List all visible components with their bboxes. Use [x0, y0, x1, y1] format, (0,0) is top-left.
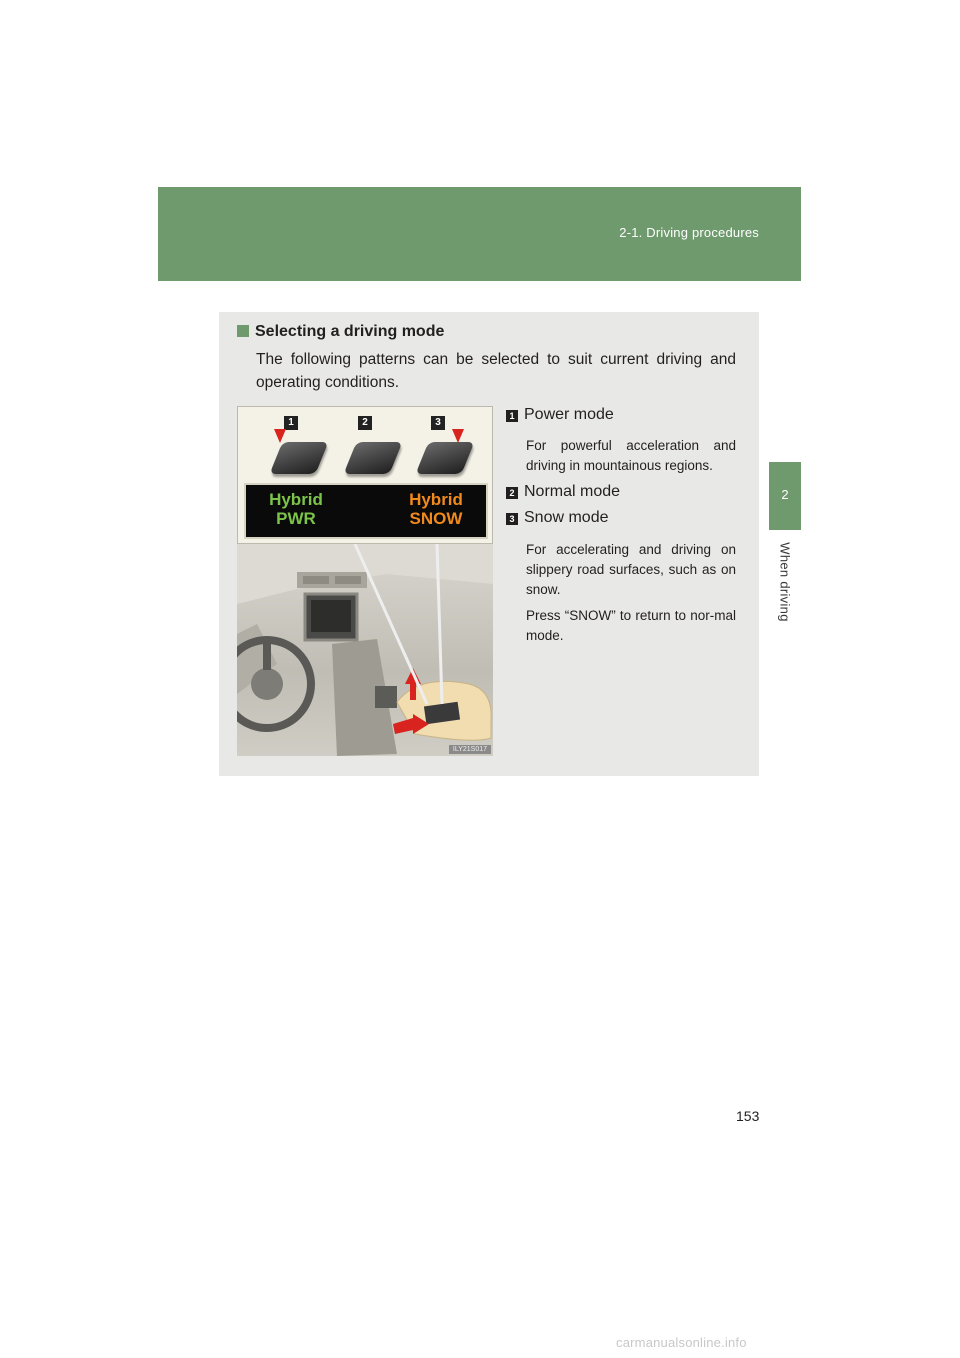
mode-desc-power: For powerful acceleration and driving in mountainous regions.	[526, 438, 736, 473]
mode-title-snow: Snow mode	[524, 509, 609, 526]
mode-number-1: 1	[506, 410, 518, 422]
car-interior-drawing	[237, 544, 493, 756]
power-switch-icon	[270, 442, 329, 474]
snow-switch-icon	[416, 442, 475, 474]
chapter-number: 2	[781, 487, 789, 502]
mode-display	[244, 483, 488, 539]
illustration-number-3: 3	[431, 416, 445, 430]
neutral-switch-icon	[344, 442, 403, 474]
mode-title-power: Power mode	[524, 406, 614, 423]
box-heading-text: Selecting a driving mode	[255, 323, 445, 340]
mode-desc-snow-return: Press “SNOW” to return to nor-mal mode.	[526, 608, 736, 643]
arrow-down-icon	[452, 429, 464, 443]
box-intro: The following patterns can be selected to suit current driving and operating conditions.	[256, 351, 736, 391]
arrow-down-icon	[274, 429, 286, 443]
section-title: 2-1. Driving procedures	[619, 225, 759, 240]
car-interior-illustration	[237, 544, 493, 756]
watermark[interactable]: carmanualsonline.info	[616, 1335, 747, 1350]
illustration-code: ILY21S017	[449, 745, 491, 754]
display-hybrid-pwr: Hybrid PWR	[269, 490, 323, 528]
page-number: 153	[736, 1108, 760, 1124]
illustration-number-1: 1	[284, 416, 298, 430]
mode-desc-snow: For accelerating and driving on slippery road surfaces, such as on snow.	[526, 542, 736, 597]
driving-mode-illustration	[237, 406, 493, 756]
mode-number-2: 2	[506, 487, 518, 499]
illustration-number-2: 2	[358, 416, 372, 430]
display-hybrid-snow: Hybrid SNOW	[409, 490, 463, 528]
mode-item-power	[506, 406, 614, 424]
heading-square-icon	[237, 325, 249, 337]
switch-panel-illustration	[237, 406, 493, 544]
mode-title-normal: Normal mode	[524, 483, 621, 500]
info-box	[219, 312, 759, 776]
header-band	[158, 187, 801, 281]
chapter-label: When driving	[777, 542, 793, 622]
mode-item-snow	[506, 509, 609, 527]
mode-number-3: 3	[506, 513, 518, 525]
box-heading	[237, 323, 444, 341]
chapter-tab[interactable]	[769, 462, 801, 530]
mode-item-normal	[506, 483, 620, 501]
